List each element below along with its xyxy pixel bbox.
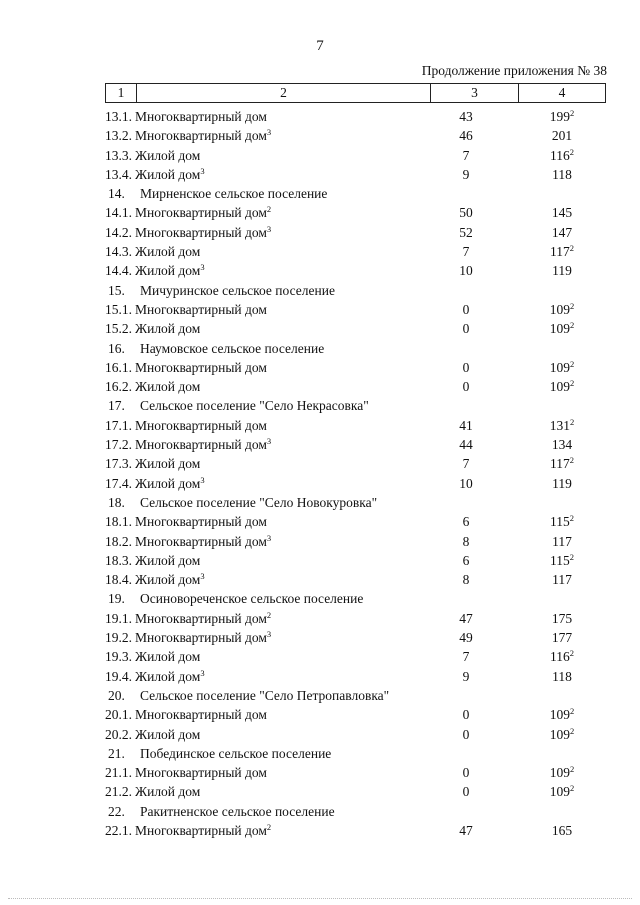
row-code: 22.: [108, 803, 125, 819]
row-name: [140, 744, 331, 763]
row-col-3: 52: [459, 224, 473, 240]
row-col-4-value: 115: [550, 514, 570, 530]
row-code: 19.: [108, 591, 125, 607]
row-name-text: Жилой дом: [135, 649, 201, 665]
table-row: [0, 223, 640, 242]
row-col-4-footnote: 2: [570, 320, 575, 331]
row-name: [135, 628, 271, 647]
row-name-text: Жилой дом: [135, 321, 201, 337]
row-name: [140, 396, 369, 415]
row-code: 17.4.: [105, 475, 132, 491]
row-code: 13.1.: [105, 109, 132, 124]
row-code: 20.2.: [105, 726, 132, 742]
row-col-4-value: 175: [551, 610, 573, 626]
row-name: [135, 512, 267, 531]
row-name-text: Многоквартирный дом: [135, 417, 267, 433]
row-name-text: Многоквартирный дом: [135, 109, 267, 124]
row-col-3: 0: [462, 784, 470, 800]
row-col-4: [520, 300, 604, 319]
row-code: 19.3.: [105, 649, 132, 665]
row-col-4: [520, 377, 604, 396]
row-code: 18.2.: [105, 533, 132, 549]
row-name-footnote: 3: [200, 262, 205, 273]
table-row: [0, 474, 640, 493]
row-name: [135, 454, 200, 473]
row-code: 13.4.: [105, 166, 132, 182]
row-col-3: 47: [459, 610, 473, 626]
row-name-text: Мичуринское сельское поселение: [140, 282, 335, 298]
row-col-4: [520, 512, 604, 531]
table-row: [0, 725, 640, 744]
row-col-4-value: 165: [551, 822, 573, 838]
row-col-3: 0: [462, 379, 470, 395]
table-row: [0, 570, 640, 589]
row-name-text: Мирненское сельское поселение: [140, 186, 328, 202]
table-row: [0, 300, 640, 319]
section-row: [0, 184, 640, 203]
continuation-label: Продолжение приложения № 38: [421, 63, 607, 78]
row-name: [135, 435, 271, 454]
row-name-text: Жилой дом: [135, 456, 201, 472]
row-col-3: 8: [462, 533, 470, 549]
row-code: 15.2.: [105, 321, 132, 337]
table-row: [0, 261, 640, 280]
row-col-3: 9: [462, 668, 470, 684]
row-name-footnote: 3: [266, 629, 272, 640]
row-name-text: Многоквартирный дом: [135, 822, 267, 838]
row-col-3: 47: [459, 822, 473, 838]
row-code: 14.3.: [105, 244, 132, 260]
row-col-4-footnote: 2: [570, 378, 575, 389]
row-name-text: Жилой дом: [135, 379, 201, 395]
section-row: [0, 281, 640, 300]
table-row: [0, 416, 640, 435]
row-col-3: 43: [459, 109, 473, 124]
row-name-text: Жилой дом: [135, 552, 201, 568]
row-col-3: 50: [459, 205, 473, 221]
page-number: 7: [316, 38, 324, 54]
row-col-4: [520, 667, 604, 686]
row-name: [135, 261, 205, 280]
row-col-4-value: 109: [549, 726, 570, 742]
row-col-4-footnote: 2: [570, 416, 575, 427]
row-col-4-value: 109: [549, 301, 570, 317]
row-col-3: 9: [462, 166, 470, 182]
row-code: 13.2.: [105, 128, 132, 144]
row-name: [140, 589, 363, 608]
row-code: 17.1.: [105, 417, 132, 433]
row-col-4: [520, 107, 604, 126]
table-row: [0, 532, 640, 551]
row-name: [135, 377, 200, 396]
row-col-4-value: 119: [552, 475, 572, 491]
row-col-4-footnote: 2: [570, 300, 575, 311]
row-col-4-value: 117: [552, 533, 572, 549]
row-col-4: [520, 146, 604, 165]
row-name-text: Жилой дом: [135, 263, 201, 279]
table-row: [0, 358, 640, 377]
row-col-4-footnote: 2: [569, 513, 574, 524]
row-col-3: 7: [462, 244, 470, 260]
row-name: [135, 782, 200, 801]
row-col-4-footnote: 2: [570, 764, 575, 775]
row-name: [135, 474, 205, 493]
row-name: [135, 146, 200, 165]
row-name: [140, 184, 327, 203]
row-code: 15.: [108, 282, 125, 298]
row-name: [135, 725, 200, 744]
row-code: 15.1.: [105, 301, 132, 317]
row-code: 13.3.: [105, 147, 132, 163]
row-name-text: Жилой дом: [135, 668, 201, 684]
row-col-4: [520, 435, 604, 454]
row-col-3: 7: [462, 456, 470, 472]
row-col-4-value: 109: [549, 707, 570, 723]
row-col-3: 0: [462, 321, 470, 337]
row-code: 16.: [108, 340, 125, 356]
row-col-4-value: 116: [550, 649, 570, 665]
row-col-3: 6: [462, 514, 470, 530]
row-name-footnote: 3: [266, 436, 272, 447]
row-name: [140, 493, 377, 512]
row-name-footnote: 2: [266, 609, 272, 620]
row-name: [135, 609, 271, 628]
row-code: 16.1.: [105, 359, 132, 375]
row-code: 21.: [108, 745, 125, 761]
row-col-4-value: 117: [550, 244, 570, 260]
row-col-3: 46: [459, 128, 473, 144]
row-name-text: Многоквартирный дом: [135, 533, 267, 549]
row-code: 20.1.: [105, 707, 132, 723]
row-col-4-value: 116: [550, 147, 570, 163]
row-col-4-value: 199: [549, 109, 570, 124]
row-name: [135, 242, 200, 261]
table-row: [0, 667, 640, 686]
row-col-3: 49: [459, 630, 473, 646]
row-code: 17.3.: [105, 456, 132, 472]
row-name-text: Жилой дом: [135, 244, 201, 260]
row-name-footnote: 3: [200, 165, 205, 176]
row-name-text: Жилой дом: [135, 166, 201, 182]
row-code: 17.2.: [105, 437, 132, 453]
row-name: [135, 763, 267, 782]
row-col-4: [520, 782, 604, 801]
row-col-4: [520, 126, 604, 145]
table-row: [0, 551, 640, 570]
row-name-text: Многоквартирный дом: [135, 630, 267, 646]
row-name: [140, 339, 324, 358]
row-name: [135, 165, 205, 184]
row-col-4: [520, 628, 604, 647]
table-row: [0, 454, 640, 473]
row-name-footnote: 2: [266, 204, 272, 215]
row-name-text: Многоквартирный дом: [135, 301, 267, 317]
row-name: [135, 416, 267, 435]
row-code: 19.2.: [105, 630, 132, 646]
row-name-text: Наумовское сельское поселение: [140, 340, 325, 356]
row-col-4-value: 147: [551, 224, 573, 240]
header-col-3: 3: [431, 84, 519, 102]
row-name: [135, 570, 205, 589]
row-name: [135, 532, 271, 551]
row-col-4: [520, 647, 604, 666]
row-col-4-value: 109: [549, 359, 570, 375]
row-col-3: 6: [462, 552, 470, 568]
row-col-3: 7: [462, 649, 470, 665]
header-col-4: 4: [558, 85, 566, 100]
table-row: [0, 763, 640, 782]
row-code: 19.1.: [105, 610, 132, 626]
row-col-3: 7: [462, 147, 470, 163]
row-col-3: 0: [462, 765, 470, 781]
row-name-text: Ракитненское сельское поселение: [140, 803, 335, 819]
section-row: [0, 686, 640, 705]
row-col-4-value: 201: [551, 128, 573, 144]
table-header: [105, 83, 606, 103]
row-col-4: [520, 551, 604, 570]
row-col-4-value: 109: [549, 765, 570, 781]
row-col-3: 0: [462, 707, 470, 723]
row-name: [135, 203, 271, 222]
row-col-4-footnote: 2: [569, 455, 574, 466]
table-row: [0, 319, 640, 338]
row-code: 16.2.: [105, 379, 132, 395]
table-row: [0, 628, 640, 647]
row-code: 18.4.: [105, 572, 132, 588]
row-name-text: Жилой дом: [135, 572, 201, 588]
row-col-4: [520, 242, 604, 261]
row-name-footnote: 3: [266, 532, 272, 543]
row-col-4: [520, 570, 604, 589]
row-name: [135, 821, 271, 840]
row-name-text: Жилой дом: [135, 726, 201, 742]
row-name-text: Многоквартирный дом: [135, 610, 267, 626]
row-code: 14.2.: [105, 224, 132, 240]
row-code: 19.4.: [105, 668, 132, 684]
row-name: [135, 319, 200, 338]
table-row: [0, 821, 640, 840]
row-code: 14.: [108, 186, 125, 202]
row-name-text: Сельское поселение "Село Петропавловка": [140, 687, 390, 703]
row-code: 20.: [108, 687, 125, 703]
row-col-3: 0: [462, 726, 470, 742]
row-col-4: [520, 821, 604, 840]
row-name-text: Многоквартирный дом: [135, 205, 267, 221]
row-name-text: Жилой дом: [135, 147, 201, 163]
section-row: [0, 493, 640, 512]
row-name: [135, 126, 271, 145]
row-col-4-footnote: 2: [570, 358, 575, 369]
row-col-4-value: 109: [549, 379, 570, 395]
row-col-4: [520, 416, 604, 435]
row-col-4-footnote: 2: [569, 551, 574, 562]
table-row: [0, 126, 640, 145]
table-row: [0, 203, 640, 222]
row-col-4-footnote: 2: [569, 146, 574, 157]
row-code: 18.: [108, 494, 125, 510]
row-code: 21.1.: [105, 765, 132, 781]
row-col-4-footnote: 2: [569, 648, 574, 659]
row-name-text: Многоквартирный дом: [135, 359, 267, 375]
row-col-4-value: 177: [551, 630, 573, 646]
row-col-4-value: 118: [552, 668, 572, 684]
row-col-4: [520, 454, 604, 473]
table-row: [0, 782, 640, 801]
row-name-footnote: 2: [266, 821, 272, 832]
row-name-text: Осиновореченское сельское поселение: [140, 591, 364, 607]
row-col-4-footnote: 2: [570, 706, 575, 717]
row-name-text: Многоквартирный дом: [135, 514, 267, 530]
row-name-text: Многоквартирный дом: [135, 765, 267, 781]
row-name-text: Многоквартирный дом: [135, 128, 267, 144]
row-name-text: Сельское поселение "Село Некрасовка": [140, 398, 369, 414]
row-col-4-value: 119: [552, 263, 572, 279]
row-col-4: [520, 763, 604, 782]
row-name: [140, 686, 389, 705]
row-col-4: [520, 261, 604, 280]
row-col-3: 10: [459, 263, 473, 279]
row-col-4: [520, 165, 604, 184]
section-row: [0, 589, 640, 608]
row-col-4: [520, 358, 604, 377]
row-name-text: Жилой дом: [135, 475, 201, 491]
row-name: [135, 300, 267, 319]
row-col-3: 10: [459, 475, 473, 491]
row-col-4-value: 131: [549, 417, 570, 433]
row-name-footnote: 3: [200, 667, 205, 678]
row-name: [140, 281, 335, 300]
header-col-1: 1: [106, 84, 137, 102]
row-col-4-value: 115: [550, 552, 570, 568]
row-col-3: 0: [462, 359, 470, 375]
row-col-4-value: 117: [550, 456, 570, 472]
row-code: 14.1.: [105, 205, 132, 221]
row-name-footnote: 3: [266, 127, 272, 138]
table-row: [0, 107, 640, 126]
row-name-text: Многоквартирный дом: [135, 707, 267, 723]
row-col-3: 41: [459, 417, 473, 433]
table-row: [0, 647, 640, 666]
row-col-4-footnote: 2: [570, 725, 575, 736]
row-name-text: Побединское сельское поселение: [140, 745, 332, 761]
section-row: [0, 802, 640, 821]
row-col-4: [520, 725, 604, 744]
row-col-4-footnote: 2: [570, 783, 575, 794]
row-col-4: [520, 474, 604, 493]
section-row: [0, 744, 640, 763]
row-col-4-footnote: 2: [570, 108, 575, 118]
row-name-text: Многоквартирный дом: [135, 437, 267, 453]
row-code: 18.3.: [105, 552, 132, 568]
section-row: [0, 339, 640, 358]
table-row: [0, 146, 640, 165]
row-col-4-value: 145: [551, 205, 573, 221]
row-code: 14.4.: [105, 263, 132, 279]
table-row: [0, 609, 640, 628]
row-name-footnote: 3: [200, 571, 205, 582]
row-col-4: [520, 705, 604, 724]
row-col-3: 8: [462, 572, 470, 588]
row-col-4-footnote: 2: [569, 243, 574, 254]
row-code: 21.2.: [105, 784, 132, 800]
table-row: [0, 377, 640, 396]
row-col-4: [520, 319, 604, 338]
table-row: [0, 512, 640, 531]
row-name: [135, 107, 267, 126]
row-name: [135, 223, 271, 242]
row-name-text: Многоквартирный дом: [135, 224, 267, 240]
row-name: [140, 802, 335, 821]
row-name-footnote: 3: [200, 474, 205, 485]
row-col-4: [520, 532, 604, 551]
row-col-4: [520, 203, 604, 222]
row-col-4-value: 134: [551, 437, 573, 453]
row-name: [135, 358, 267, 377]
row-name-footnote: 3: [266, 223, 272, 234]
table-row: [0, 242, 640, 261]
row-col-4-value: 117: [552, 572, 572, 588]
section-row: [0, 396, 640, 415]
table-row: [0, 435, 640, 454]
row-code: 17.: [108, 398, 125, 414]
row-col-3: 0: [462, 301, 470, 317]
row-col-4: [520, 223, 604, 242]
row-name-text: Сельское поселение "Село Новокуровка": [140, 494, 378, 510]
row-name: [135, 667, 205, 686]
row-col-3: 44: [459, 437, 473, 453]
row-name: [135, 705, 267, 724]
row-name-text: Жилой дом: [135, 784, 201, 800]
row-col-4-value: 109: [549, 784, 570, 800]
table-row: [0, 705, 640, 724]
row-col-4-value: 118: [552, 166, 572, 182]
row-name: [135, 647, 200, 666]
row-name: [135, 551, 200, 570]
row-col-4-value: 109: [549, 321, 570, 337]
row-code: 22.1.: [105, 822, 132, 838]
page-bottom-rule: [8, 898, 632, 899]
header-col-2: 2: [137, 84, 431, 102]
table-body: [0, 107, 640, 840]
row-col-4: [520, 609, 604, 628]
table-row: [0, 165, 640, 184]
row-code: 18.1.: [105, 514, 132, 530]
